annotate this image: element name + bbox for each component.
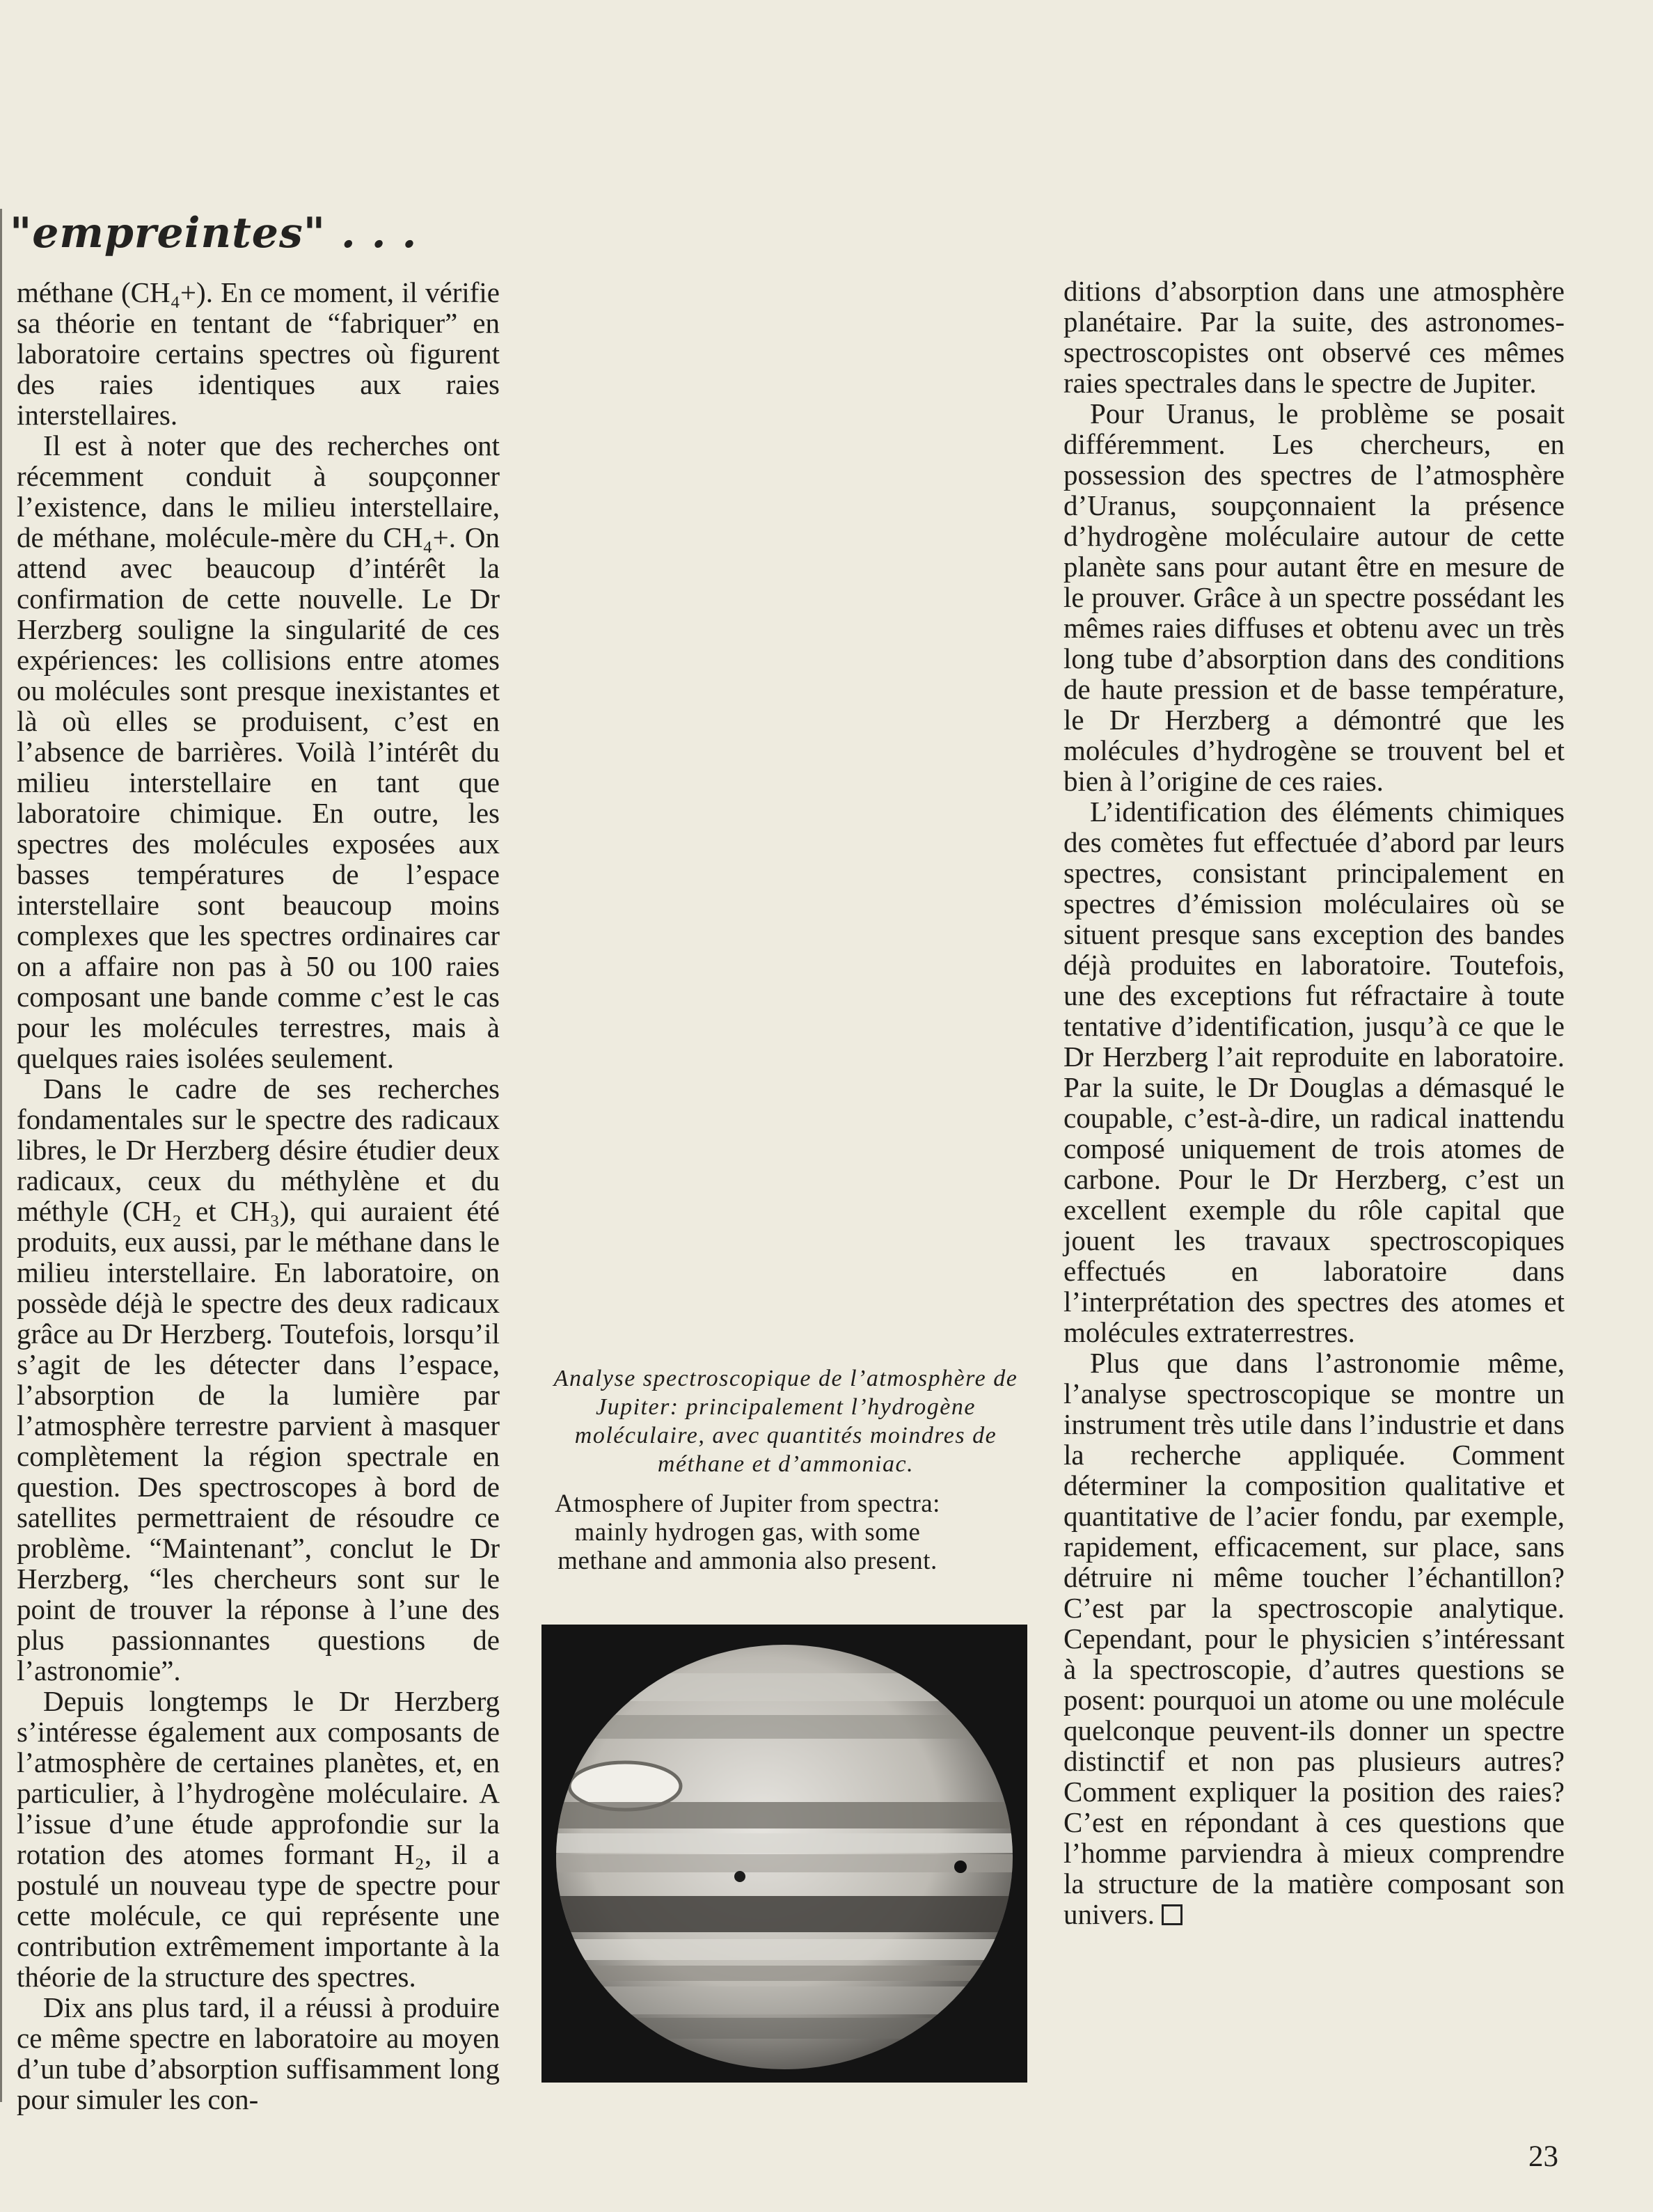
end-mark-icon [1162,1904,1183,1925]
caption-french: Analyse spectroscopique de l’atmosphère de Jupiter: principalement l’hydrogène moléculaire, avec quantités moindres de méthane et d’ammoniac. [553,1366,1018,1477]
paragraph: Pour Uranus, le problème se posait différemment. Les chercheurs, en possession des spectres de l’atmosphère d’Uranus, soupçonnaient la présence d’hydrogène moléculaire autour de cette planète sans pour autant être en mesure de le prouver. Grâce à un spectre possédant les mêmes raies diffuses et obtenu avec un très long tube d’absorption dans des conditions de haute pression et de basse température, le Dr Herzberg a démontré que les molécules d’hydrogène se trouvent bel et bien à l’origine de ces raies. [1063,397,1565,797]
paragraph: méthane (CH₄+). En ce moment, il vérifie sa théorie en tentant de “fabriquer” en laboratoire certains spectres où figurent des raies identiques aux raies interstellaires. [17,276,500,431]
paragraph: Dix ans plus tard, il a réussi à produire ce même spectre en laboratoire au moyen d’un tube d’absorption suffisamment long pour simuler les con- [17,1991,500,2115]
paragraph [1063,1348,1565,1929]
paragraph: L’identification des éléments chimiques des comètes fut effectuée d’abord par leurs spectres, consistant principalement en spectres d’émission moléculaires où se situent presque sans exception des bandes déjà produites en laboratoire. Toutefois, une des exceptions fut réfractaire à toute tentative d’identification, jusqu’à ce que le Dr Herzberg l’ait reproduite en laboratoire. Par la suite, le Dr Douglas a démasqué le coupable, c’est-à-dire, un radical inattendu composé uniquement de trois atomes de carbone. Pour le Dr Herzberg, c’est un excellent exemple du rôle capital que jouent les travaux spectroscopiques effectués en laboratoire dans l’interprétation des spectres des atomes et molécules extraterrestres. [1063,796,1565,1348]
section-heading: "empreintes" . . . [10,209,418,258]
jupiter-photo [541,1625,1027,2083]
left-column [17,277,500,2115]
paragraph: Il est à noter que des recherches ont récemment conduit à soupçonner l’existence, dans le milieu interstellaire, de méthane, molécule-mère du CH₄+. On attend avec beaucoup d’intérêt la confirmation de cette nouvelle. Le Dr Herzberg souligne la singularité de ces expériences: les collisions entre atomes ou molécules sont presque inexistantes et là où elles se produisent, c’est en l’absence de barrières. Voilà l’intérêt du milieu interstellaire en tant que laboratoire chimique. En outre, les spectres des molécules exposées aux basses températures de l’espace interstellaire sont beaucoup moins complexes que les spectres ordinaires car on a affaire non pas à 50 ou 100 raies composant une bande comme c’est le cas pour les molécules terrestres, mais à quelques raies isolées seulement. [17,429,500,1074]
paragraph: Dans le cadre de ses recherches fondamentales sur le spectre des radicaux libres, le Dr Herzberg désire étudier deux radicaux, ceux du méthylène et du méthyle (CH₂ et CH₃), qui auraient été produits, eux aussi, par le méthane dans le milieu interstellaire. En laboratoire, on possède déjà le spectre des deux radicaux grâce au Dr Herzberg. Toutefois, lorsqu’il s’agit de les détecter dans l’espace, l’absorption de la lumière par l’atmosphère terrestre parvient à masquer complètement la région spectrale en question. Des spectroscopes à bord de satellites permettraient de résoudre ce problème. “Maintenant”, conclut le Dr Herzberg, “les chercheurs sont sur le point de trouver la réponse à l’une des plus passionnantes questions de l’astronomie”. [17,1073,500,1686]
right-column [1063,276,1565,1929]
paragraph: ditions d’absorption dans une atmosphère planétaire. Par la suite, des astronomes-spectroscopistes ont observé ces mêmes raies spectrales dans le spectre de Jupiter. [1063,275,1565,399]
jupiter-image [541,1625,1027,2083]
paragraph: Depuis longtemps le Dr Herzberg s’intéresse également aux composants de l’atmosphère de certaines planètes, et, en particulier, à l’hydrogène moléculaire. A l’issue d’une étude approfondie sur la rotation des atomes formant H₂, il a postulé un nouveau type de spectre pour cette molécule, ce qui représente une contribution extrêmement importante à la théorie de la structure des spectres. [17,1685,500,1993]
paragraph-text: Plus que dans l’astronomie même, l’analyse spectroscopique se montre un instrument très utile dans l’industrie et dans la recherche appliquée. Comment déterminer la composition qualitative et quantitative de l’acier fondu, par exemple, rapidement, efficacement, sur place, sans détruire ni même toucher l’échantillon? C’est par la spectroscopie analytique. Cependant, pour le physicien s’intéressant à la spectroscopie, d’autres questions se posent: pourquoi un atome ou une molécule quelconque peuvent-ils donner un spectre distinctif et non pas plusieurs autres? Comment expliquer la position des raies? C’est en répondant à ces questions que l’homme parviendra à mieux comprendre la structure de la matière composant son univers. [1063,1347,1565,1930]
caption-english: Atmosphere of Jupiter from spectra: mainly hydrogen gas, with some methane and ammonia also present. [555,1490,940,1575]
margin-rule [0,209,2,2102]
page-number: 23 [1528,2140,1558,2173]
